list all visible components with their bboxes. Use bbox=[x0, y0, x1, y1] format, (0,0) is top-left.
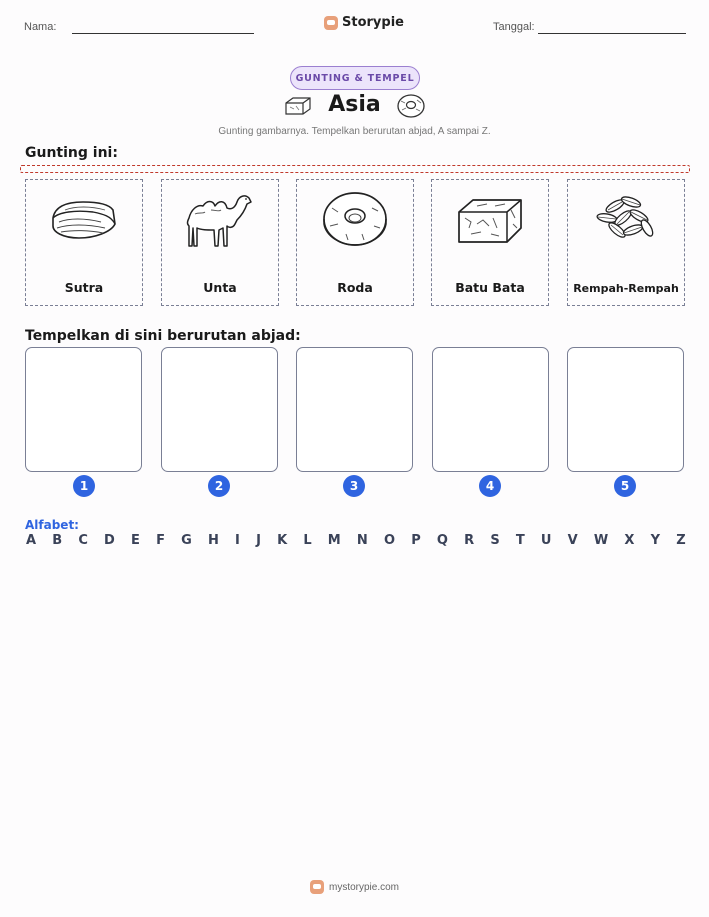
alphabet-letter: A bbox=[26, 533, 37, 548]
alphabet-letter: L bbox=[303, 533, 312, 548]
alphabet-letter: J bbox=[256, 533, 261, 548]
wheel-icon bbox=[316, 188, 394, 250]
name-field[interactable] bbox=[72, 33, 254, 34]
date-label: Tanggal: bbox=[493, 21, 535, 33]
alphabet-letter: S bbox=[490, 533, 500, 548]
alphabet-letter: Q bbox=[436, 533, 448, 548]
alphabet-row bbox=[26, 533, 686, 548]
alphabet-letter: G bbox=[181, 533, 192, 548]
card-label: Rempah-Rempah bbox=[573, 282, 679, 295]
alphabet-letter: T bbox=[515, 533, 525, 548]
cutout-card-silk[interactable] bbox=[25, 179, 143, 306]
spices-icon bbox=[587, 188, 665, 250]
alphabet-letter: B bbox=[52, 533, 63, 548]
alphabet-letter: P bbox=[411, 533, 421, 548]
alphabet-letter: O bbox=[383, 533, 396, 548]
alphabet-letter: V bbox=[567, 533, 578, 548]
alphabet-letter: M bbox=[327, 533, 341, 548]
cut-heading: Gunting ini: bbox=[25, 145, 118, 161]
alphabet-letter: C bbox=[78, 533, 88, 548]
alphabet-letter: F bbox=[156, 533, 165, 548]
storypie-mascot-icon bbox=[310, 880, 324, 894]
slot-number-badge: 3 bbox=[343, 475, 365, 497]
slot-number-badge: 1 bbox=[73, 475, 95, 497]
date-field[interactable] bbox=[538, 33, 686, 34]
alphabet-letter: N bbox=[356, 533, 368, 548]
page-title: Asia bbox=[328, 92, 381, 117]
alphabet-letter: X bbox=[624, 533, 635, 548]
paste-heading: Tempelkan di sini berurutan abjad: bbox=[25, 328, 301, 344]
paste-slot-5[interactable] bbox=[567, 347, 684, 472]
card-label: Batu Bata bbox=[455, 280, 525, 295]
storypie-logo bbox=[324, 15, 404, 30]
alphabet-letter: W bbox=[593, 533, 609, 548]
alphabet-letter: Z bbox=[676, 533, 686, 548]
slot-number-badge: 4 bbox=[479, 475, 501, 497]
alphabet-heading: Alfabet: bbox=[25, 518, 79, 532]
alphabet-letter: R bbox=[464, 533, 475, 548]
card-label: Unta bbox=[203, 280, 237, 295]
instructions: Gunting gambarnya. Tempelkan berurutan abjad, A sampai Z. bbox=[218, 126, 491, 137]
cutout-card-brick[interactable] bbox=[431, 179, 549, 306]
card-label: Sutra bbox=[64, 280, 104, 295]
camel-icon bbox=[181, 188, 259, 254]
brand-name: Storypie bbox=[342, 15, 404, 30]
slot-number-badge: 2 bbox=[208, 475, 230, 497]
slot-number-badge: 5 bbox=[614, 475, 636, 497]
paste-slot-1[interactable] bbox=[25, 347, 142, 472]
wheel-decor-icon bbox=[396, 93, 426, 119]
alphabet-letter: K bbox=[277, 533, 288, 548]
silk-icon bbox=[45, 188, 123, 250]
name-label: Nama: bbox=[24, 21, 57, 33]
cut-line bbox=[20, 165, 690, 173]
paste-slot-3[interactable] bbox=[296, 347, 413, 472]
brick-icon bbox=[451, 188, 529, 250]
storypie-mascot-icon bbox=[324, 16, 338, 30]
activity-badge: GUNTING & TEMPEL bbox=[290, 66, 420, 90]
footer bbox=[0, 880, 709, 894]
cutout-card-camel[interactable] bbox=[161, 179, 279, 306]
alphabet-letter: I bbox=[235, 533, 240, 548]
paste-slot-2[interactable] bbox=[161, 347, 278, 472]
cutout-card-wheel[interactable] bbox=[296, 179, 414, 306]
alphabet-letter: D bbox=[104, 533, 115, 548]
alphabet-letter: U bbox=[540, 533, 552, 548]
alphabet-letter: E bbox=[131, 533, 140, 548]
alphabet-letter: H bbox=[207, 533, 219, 548]
card-label: Roda bbox=[337, 280, 373, 295]
footer-url[interactable]: mystorypie.com bbox=[328, 881, 399, 893]
paste-slot-4[interactable] bbox=[432, 347, 549, 472]
cutout-card-spices[interactable] bbox=[567, 179, 685, 306]
alphabet-letter: Y bbox=[650, 533, 661, 548]
